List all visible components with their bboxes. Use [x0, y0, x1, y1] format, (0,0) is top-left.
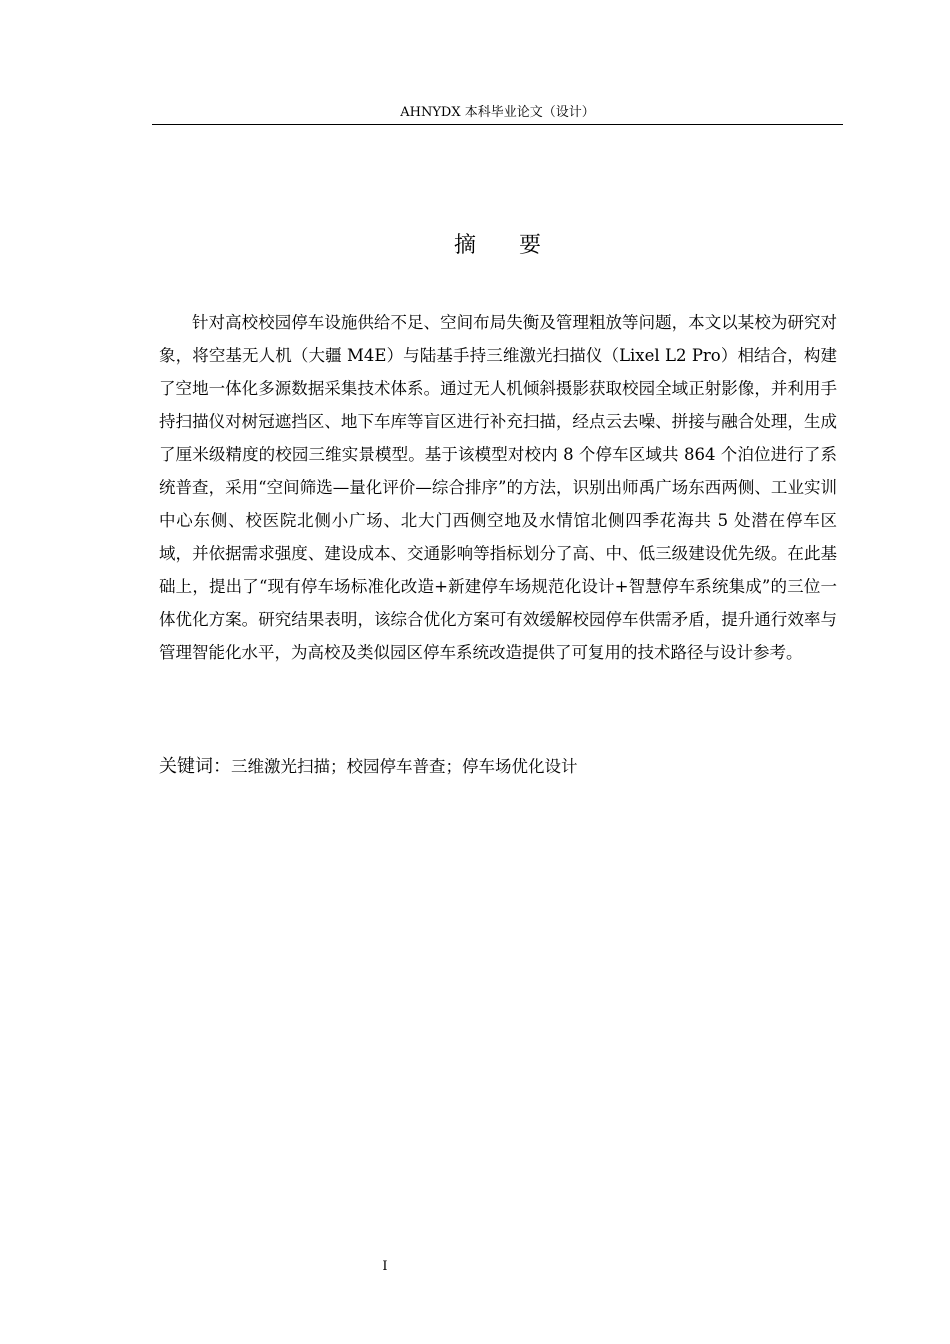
abstract-body: 针对高校校园停车设施供给不足、空间布局失衡及管理粗放等问题，本文以某校为研究对象，将空基无人机（大疆 M4E）与陆基手持三维激光扫描仪（Lixel L2 Pro）相结合，构建了空地一体化多源数据采集技术体系。通过无人机倾斜摄影获取校园全域正射影像，并利用手持扫描仪对树冠遮挡区、地下车库等盲区进行补充扫描，经点云去噪、拼接与融合处理，生成了厘米级精度的校园三维实景模型。基于该模型对校内 8 个停车区域共 864 个泊位进行了系统普查，采用“空间筛选—量化评价—综合排序”的方法，识别出师禹广场东西两侧、工业实训中心东侧、校医院北侧小广场、北大门西侧空地及水情馆北侧四季花海共 5 处潜在停车区域，并依据需求强度、建设成本、交通影响等指标划分了高、中、低三级建设优先级。在此基础上，提出了“现有停车场标准化改造+新建停车场规范化设计+智慧停车系统集成”的三位一体优化方案。研究结果表明，该综合优化方案可有效缓解校园停车供需矛盾，提升通行效率与管理智能化水平，为高校及类似园区停车系统改造提供了可复用的技术路径与设计参考。	[159, 313, 837, 662]
abstract-title: 摘 要	[454, 233, 559, 258]
keywords-line	[159, 750, 837, 783]
keywords-label: 关键词：	[159, 756, 231, 777]
keywords-text: 三维激光扫描；校园停车普查；停车场优化设计	[231, 757, 578, 776]
page-number: I	[382, 1259, 388, 1274]
running-header: AHNYDX 本科毕业论文（设计）	[400, 105, 595, 120]
header-rule	[152, 124, 843, 125]
